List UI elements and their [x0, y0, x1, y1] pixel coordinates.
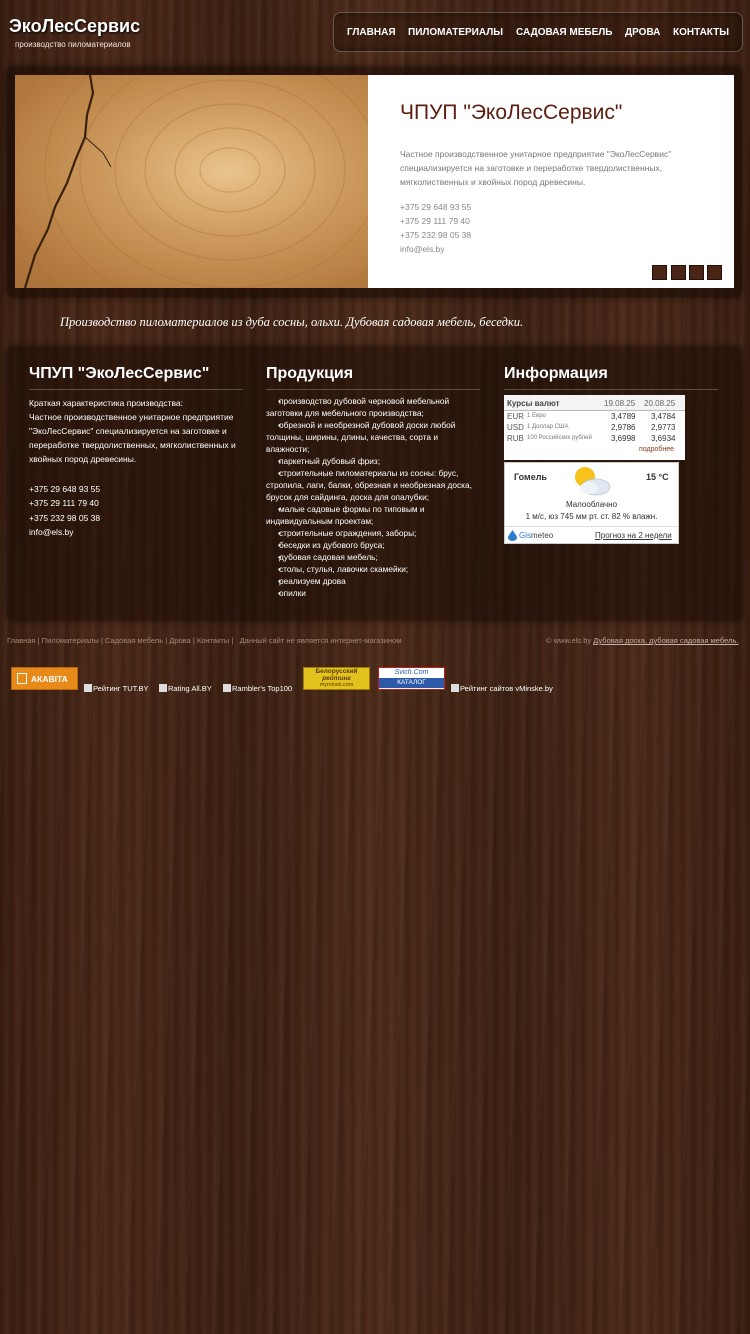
tagline: Производство пиломатериалов из дуба сосны, ольхи. Дубовая садовая мебель, беседки. [60, 315, 524, 329]
weather-city: Гомель [514, 472, 547, 482]
slider-dot-2[interactable] [671, 265, 686, 280]
list-item: • обрезной и необрезной дубовой доски любой толщины, ширины, длины, качества, сорта и влажности; [266, 419, 481, 455]
list-item: • беседки из дубового бруса; [266, 539, 481, 551]
info-heading: Информация [504, 365, 718, 390]
footer-right [546, 636, 738, 645]
rate-unit: 100 Российских рублей [527, 435, 592, 441]
gismeteo-brand-meteo: meteo [531, 531, 554, 540]
slide-email: info@els.by [400, 244, 445, 254]
about-phone-3: +375 232 98 05 38 [29, 513, 101, 523]
akavita-badge[interactable] [11, 667, 78, 690]
rate-code: RUB [507, 434, 524, 443]
broken-image-icon [159, 684, 167, 692]
about-phone-2: +375 29 111 79 40 [29, 498, 99, 508]
rate-value: 2,9786 [611, 423, 636, 432]
forecast-link[interactable]: Прогноз на 2 недели [595, 531, 672, 540]
footer-nav: Главная | Пиломатериалы | Садовая мебель | Дрова | Контакты | Данный сайт не является интернет-магазином [7, 636, 402, 645]
about-label: Краткая характеристика производства: [29, 398, 184, 408]
weather-condition: Малооблачно [565, 500, 618, 509]
rate-value: 3,6934 [651, 434, 676, 443]
vminske-rating-label: Рейтинг сайтов vMinske.by [460, 684, 553, 693]
wood-cross-section-image [15, 75, 368, 288]
footer-link-home[interactable]: Главная [7, 636, 36, 645]
rate-value: 3,4784 [651, 412, 676, 421]
slide-phone-3: +375 232 98 05 38 [400, 230, 472, 240]
site-subtitle: производство пиломатериалов [15, 40, 131, 49]
broken-image-icon [84, 684, 92, 692]
rate-code: USD [507, 423, 524, 432]
list-item: • опилки [266, 587, 481, 599]
footer-link-garden-furniture[interactable]: Садовая мебель [105, 636, 164, 645]
rates-more-link[interactable]: подробнее [639, 446, 675, 453]
slider-dot-1[interactable] [652, 265, 667, 280]
allby-rating-label: Rating All.BY [168, 684, 212, 693]
svich-line-1: Svich.Com [394, 669, 429, 676]
about-heading: ЧПУП "ЭкоЛесСервис" [29, 365, 243, 390]
slide-description: Частное производственное унитарное предприятие "ЭкоЛесСервис" специализируется на заготовке и переработке твердолиственных, мягколиственных и хвойных пород древесины. [400, 149, 672, 187]
gismeteo-brand[interactable] [519, 531, 553, 540]
list-item: • строительные ограждения, заборы; [266, 527, 481, 539]
currency-rates-widget [504, 395, 685, 460]
footer-link-contacts[interactable]: Контакты [196, 636, 230, 645]
list-item: • дубовая садовая мебель; [266, 551, 481, 563]
svich-line-2: КАТАЛОГ [379, 678, 444, 688]
vminske-rating-badge[interactable] [451, 684, 553, 693]
list-item: • строительные пиломатериалы из сосны: брус, стропила, лаги, балки, обрезная и необрезная доска, брусок для сайдинга, доска для опалубки; [266, 467, 481, 503]
broken-image-icon [223, 684, 231, 692]
rate-value: 2,9773 [651, 423, 676, 432]
rates-title: Курсы валют [507, 399, 560, 408]
slide-phone-2: +375 29 111 79 40 [400, 216, 470, 226]
nav-contacts[interactable]: КОНТАКТЫ [673, 27, 730, 38]
partly-cloudy-icon [569, 463, 615, 497]
rates-date-1: 19.08.25 [604, 399, 636, 408]
rate-value: 3,6998 [611, 434, 636, 443]
footer-notice: Данный сайт не является интернет-магазином [239, 636, 402, 645]
rate-value: 3,4789 [611, 412, 636, 421]
myminsk-line-3: myminsk.com [319, 682, 354, 688]
akavita-label: АКАВІТА [31, 674, 68, 684]
list-item: • производство дубовой черновой мебельной заготовки для мебельного производства; [266, 395, 481, 419]
about-text: Частное производственное унитарное предприятие "ЭкоЛесСервис" специализируется на заготовке и переработке твердолиственных, мягколиственных и хвойных пород древесины. [29, 412, 236, 464]
main-nav [333, 12, 743, 52]
site-title[interactable]: ЭкоЛесСервис [9, 16, 141, 36]
rate-unit: 1 Евро [527, 413, 546, 419]
gismeteo-brand-gis: Gis [519, 531, 531, 540]
rambler-label: Rambler's Top100 [232, 684, 293, 693]
footer-link-lumber[interactable]: Пиломатериалы [41, 636, 99, 645]
tut-rating-badge[interactable] [84, 684, 148, 693]
tut-rating-label: Рейтинг TUT.BY [93, 684, 149, 693]
about-email[interactable]: info@els.by [29, 527, 74, 537]
about-phone-1: +375 29 648 93 55 [29, 484, 101, 494]
myminsk-rating-badge[interactable] [303, 667, 370, 690]
svich-catalog-badge[interactable] [378, 667, 445, 690]
weather-temperature: 15 °C [646, 472, 669, 482]
myminsk-line-2: рейтинг [322, 675, 351, 682]
nav-garden-furniture[interactable]: САДОВАЯ МЕБЕЛЬ [516, 27, 613, 38]
wood-rings-graphic [15, 75, 368, 288]
gismeteo-drop-icon [508, 530, 517, 541]
slide-phone-1: +375 29 648 93 55 [400, 202, 472, 212]
rate-code: EUR [507, 412, 524, 421]
list-item: • столы, стулья, лавочки скамейки; [266, 563, 481, 575]
akavita-logo-icon [17, 673, 27, 684]
copyright: © www.els.by [546, 636, 592, 645]
nav-lumber[interactable]: ПИЛОМАТЕРИАЛЫ [408, 27, 504, 38]
weather-widget [504, 462, 679, 544]
seo-link[interactable]: Дубовая доска, дубовая садовая мебель. [593, 636, 739, 645]
rambler-badge[interactable] [223, 684, 292, 693]
footer-link-firewood[interactable]: Дрова [169, 636, 191, 645]
list-item: • реализуем дрова [266, 575, 481, 587]
slider-dot-3[interactable] [689, 265, 704, 280]
broken-image-icon [451, 684, 459, 692]
list-item: • малые садовые формы по типовым и индивидуальным проектам; [266, 503, 481, 527]
slider-dot-4[interactable] [707, 265, 722, 280]
rate-unit: 1 Доллар США [527, 424, 569, 430]
nav-firewood[interactable]: ДРОВА [625, 27, 661, 38]
allby-rating-badge[interactable] [159, 684, 212, 693]
nav-home[interactable]: ГЛАВНАЯ [347, 27, 396, 38]
weather-details: 1 м/с, юз 745 мм рт. ст. 82 % влажн. [525, 512, 658, 521]
slide-title: ЧПУП "ЭкоЛесСервис" [400, 101, 623, 124]
rates-date-2: 20.08.25 [644, 399, 676, 408]
list-item: • паркетный дубовый фриз; [266, 455, 481, 467]
products-heading: Продукция [266, 365, 480, 390]
products-list [266, 395, 481, 599]
myminsk-line-1: Белорусский [315, 668, 358, 675]
